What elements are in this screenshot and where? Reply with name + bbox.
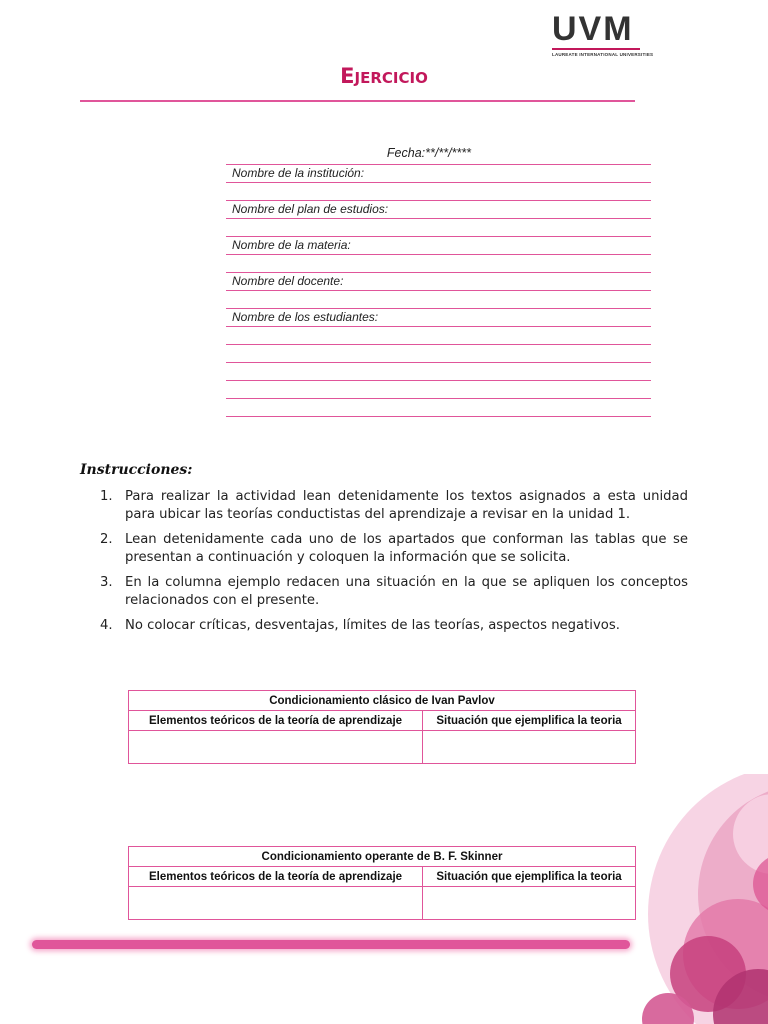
column-header: Elementos teóricos de la teoría de aprendizaje bbox=[129, 867, 423, 887]
students-field[interactable]: Nombre de los estudiantes: bbox=[226, 309, 651, 327]
item-number: 1. bbox=[100, 489, 113, 504]
column-header: Situación que ejemplifica la teoria bbox=[423, 867, 636, 887]
skinner-table bbox=[128, 846, 636, 920]
table-cell[interactable] bbox=[423, 887, 636, 920]
form-line[interactable] bbox=[226, 183, 651, 201]
list-item bbox=[100, 488, 688, 523]
item-text: Para realizar la actividad lean detenidamente los textos asignados a esta unidad para ubicar las teorías conductistas del aprendizaje a revisar en la unidad 1. bbox=[125, 489, 688, 522]
institution-field[interactable]: Nombre de la institución: bbox=[226, 165, 651, 183]
form-line[interactable] bbox=[226, 345, 651, 363]
form-line[interactable] bbox=[226, 219, 651, 237]
table-cell[interactable] bbox=[423, 731, 636, 764]
instructions-list bbox=[100, 488, 688, 643]
column-header: Situación que ejemplifica la teoria bbox=[423, 711, 636, 731]
footer-bar bbox=[32, 940, 630, 949]
table-title: Condicionamiento operante de B. F. Skinner bbox=[129, 847, 636, 867]
logo-subtext: LAUREATE INTERNATIONAL UNIVERSITIES bbox=[552, 52, 654, 57]
info-form bbox=[226, 143, 651, 417]
logo-text: UVM bbox=[552, 10, 634, 48]
form-line[interactable] bbox=[226, 327, 651, 345]
item-text: No colocar críticas, desventajas, límites de las teorías, aspectos negativos. bbox=[125, 618, 620, 633]
logo-underline bbox=[552, 48, 640, 50]
item-number: 2. bbox=[100, 532, 113, 547]
form-line[interactable] bbox=[226, 381, 651, 399]
column-header: Elementos teóricos de la teoría de aprendizaje bbox=[129, 711, 423, 731]
list-item bbox=[100, 531, 688, 566]
list-item bbox=[100, 574, 688, 609]
instructions-title: Instrucciones: bbox=[80, 462, 193, 478]
form-line[interactable] bbox=[226, 363, 651, 381]
form-line[interactable] bbox=[226, 291, 651, 309]
uvm-logo bbox=[552, 12, 652, 57]
teacher-field[interactable]: Nombre del docente: bbox=[226, 273, 651, 291]
subject-field[interactable]: Nombre de la materia: bbox=[226, 237, 651, 255]
table-cell[interactable] bbox=[129, 887, 423, 920]
table-title: Condicionamiento clásico de Ivan Pavlov bbox=[129, 691, 636, 711]
table-cell[interactable] bbox=[129, 731, 423, 764]
item-text: En la columna ejemplo redacen una situación en la que se apliquen los conceptos relacionados con el presente. bbox=[125, 575, 688, 608]
page-title: Ejercicio bbox=[340, 64, 428, 88]
form-line[interactable] bbox=[226, 255, 651, 273]
title-divider bbox=[80, 100, 635, 102]
form-line[interactable] bbox=[226, 399, 651, 417]
item-text: Lean detenidamente cada uno de los apartados que conforman las tablas que se presentan a continuación y coloquen la información que se solicita. bbox=[125, 532, 688, 565]
decorative-circles bbox=[608, 774, 768, 1024]
item-number: 3. bbox=[100, 575, 113, 590]
item-number: 4. bbox=[100, 618, 113, 633]
date-field[interactable]: Fecha:**/**/**** bbox=[226, 143, 651, 165]
pavlov-table bbox=[128, 690, 636, 764]
list-item bbox=[100, 617, 688, 635]
study-plan-field[interactable]: Nombre del plan de estudios: bbox=[226, 201, 651, 219]
